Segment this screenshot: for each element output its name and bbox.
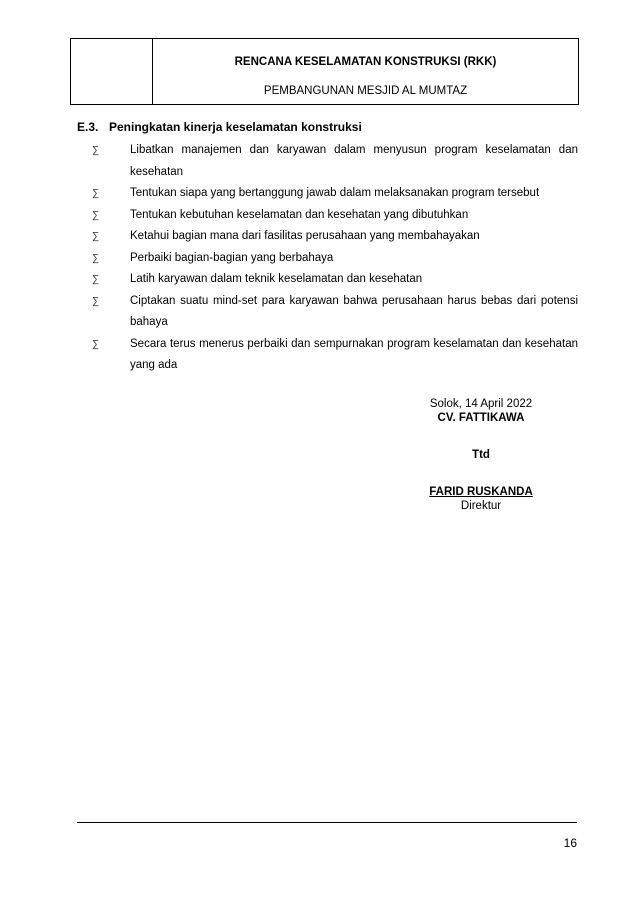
list-item	[92, 205, 578, 227]
list-item	[92, 248, 578, 270]
list-item-text: Ciptakan suatu mind-set para karyawan bahwa perusahaan harus bebas dari potensi bahaya	[130, 294, 578, 328]
sigma-bullet-icon: ∑	[92, 252, 100, 264]
signatory-position: Direktur	[460, 500, 502, 512]
list-item	[92, 183, 578, 205]
list-item-text: Perbaiki bagian-bagian yang berbahaya	[130, 251, 334, 264]
list-item	[92, 291, 578, 334]
footer-divider	[77, 822, 577, 823]
section-number: E.3.	[77, 120, 99, 134]
page-number: 16	[563, 836, 577, 850]
company-name: CV. FATTIKAWA	[437, 412, 525, 424]
signatory-name: FARID RUSKANDA	[429, 486, 533, 498]
sigma-bullet-icon: ∑	[92, 231, 100, 242]
list-item-text: Latih karyawan dalam teknik keselamatan dan kesehatan	[130, 273, 423, 285]
document-title: RENCANA KESELAMATAN KONSTRUKSI (RKK)	[234, 56, 497, 68]
list-item-text: Tentukan siapa yang bertanggung jawab dalam melaksanakan program tersebut	[130, 187, 540, 199]
sigma-bullet-icon: ∑	[92, 188, 100, 199]
section-heading	[77, 120, 362, 134]
sigma-bullet-icon: ∑	[92, 274, 100, 285]
list-item	[92, 140, 578, 183]
sigma-bullet-icon: ∑	[92, 295, 100, 307]
bullet-list	[92, 140, 578, 377]
list-item-text: Ketahui bagian mana dari fasilitas perusahaan yang membahayakan	[130, 230, 480, 242]
list-item-text: Secara terus menerus perbaiki dan sempurnakan program keselamatan dan kesehatan yang ada	[130, 337, 578, 371]
list-item	[92, 226, 578, 248]
sigma-bullet-icon: ∑	[92, 145, 100, 156]
document-subtitle: PEMBANGUNAN MESJID AL MUMTAZ	[263, 85, 468, 97]
sigma-bullet-icon: ∑	[92, 338, 100, 350]
sigma-bullet-icon: ∑	[92, 209, 100, 221]
list-item-text: Tentukan kebutuhan keselamatan dan kesehatan yang dibutuhkan	[130, 208, 469, 221]
header-logo-cell	[71, 39, 153, 104]
document-header-table	[70, 38, 579, 105]
list-item	[92, 269, 578, 291]
section-title: Peningkatan kinerja keselamatan konstruksi	[109, 120, 362, 134]
list-item-text: Libatkan manajemen dan karyawan dalam menyusun program keselamatan dan kesehatan	[130, 144, 578, 178]
signature-mark: Ttd	[472, 449, 490, 461]
list-item	[92, 334, 578, 377]
signature-block	[395, 397, 567, 513]
place-date: Solok, 14 April 2022	[429, 398, 533, 410]
